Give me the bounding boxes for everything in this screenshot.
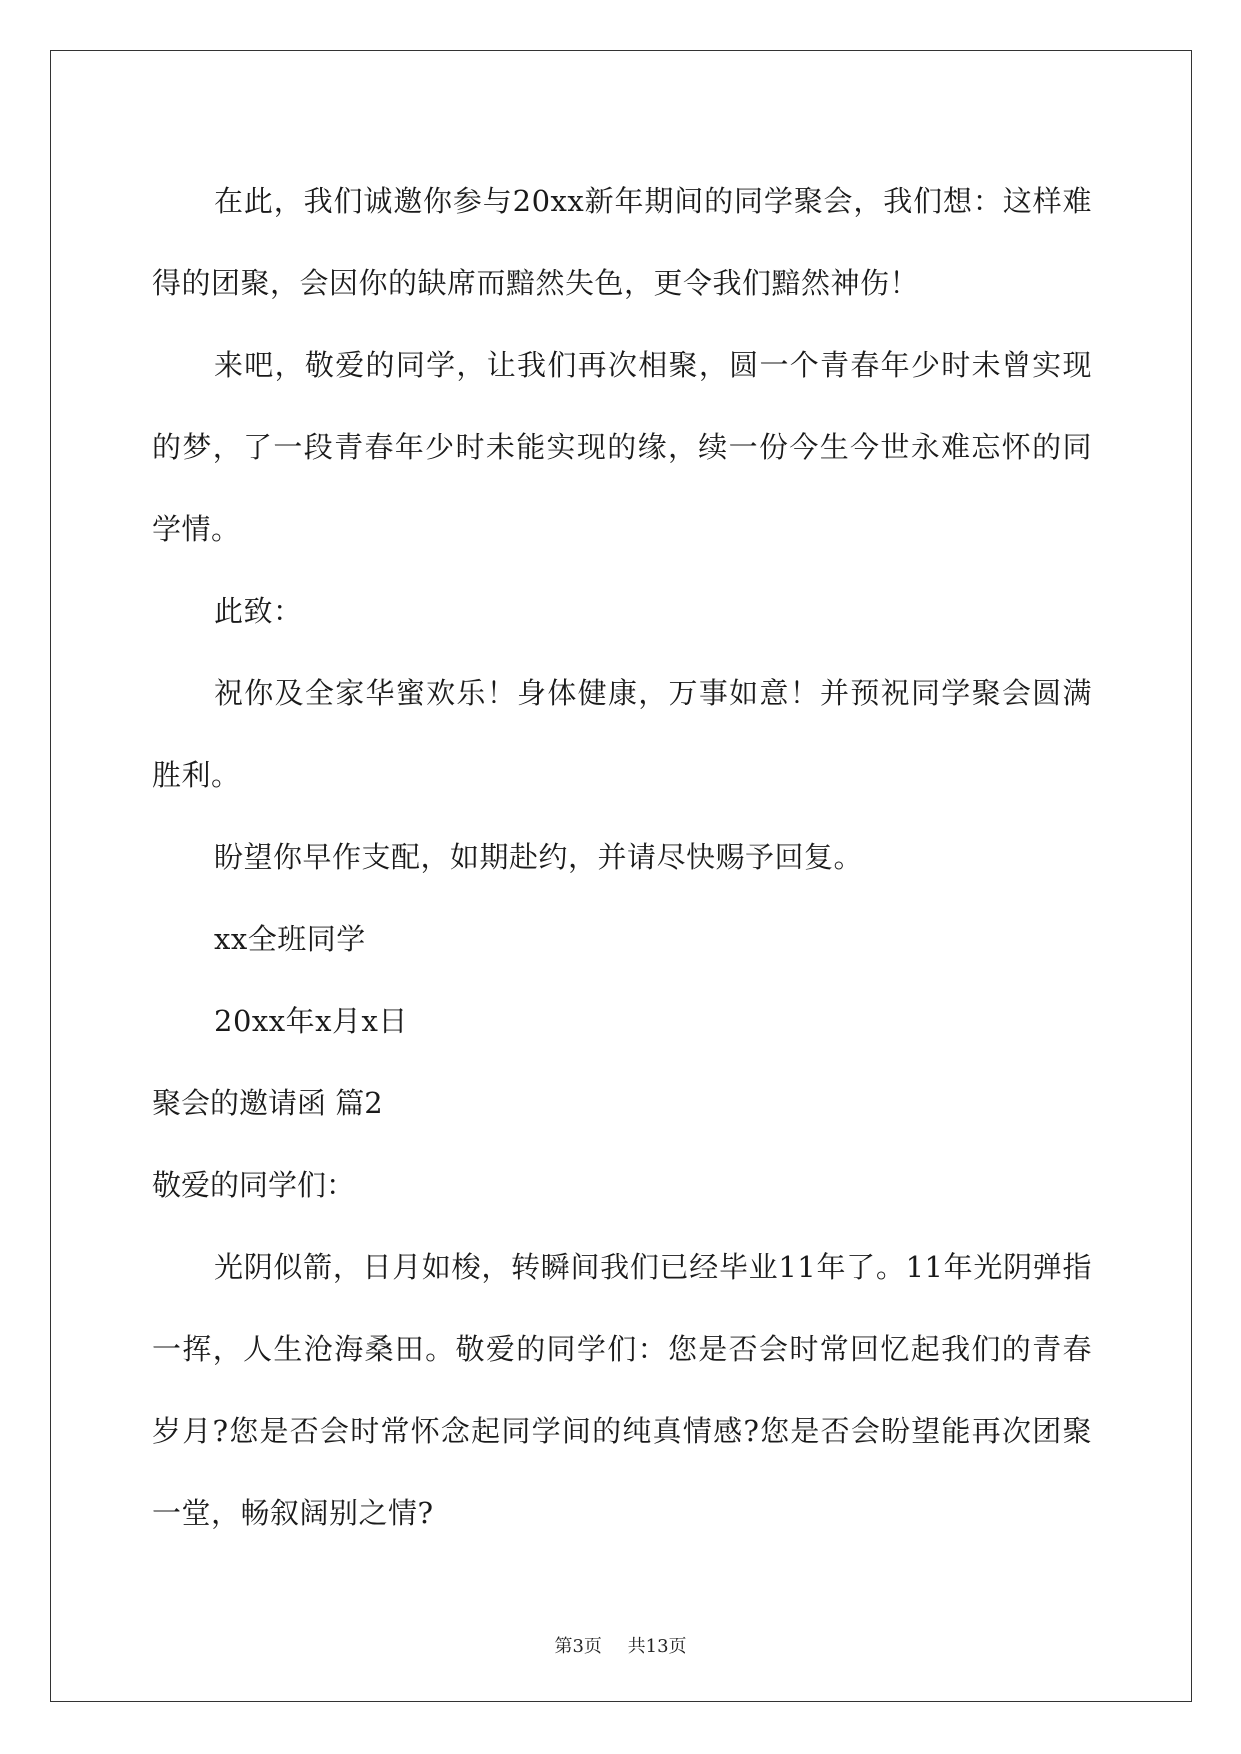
salutation: 敬爱的同学们： — [152, 1168, 356, 1202]
paragraph-invitation: 在此，我们诚邀你参与20xx新年期间的同学聚会，我们想：这样难得的团聚，会因你的缺席而黯然失色，更令我们黯然神伤！ — [152, 184, 1092, 300]
paragraph-time-flies: 光阴似箭，日月如梭，转瞬间我们已经毕业11年了。11年光阴弹指一挥，人生沧海桑田。敬爱的同学们：您是否会时常回忆起我们的青春岁月?您是否会时常怀念起同学间的纯真情感?您是否会盼望能再次团聚一堂，畅叙阔别之情? — [152, 1250, 1092, 1530]
document-body — [152, 160, 1092, 1554]
page-number: 第3页 — [554, 1636, 602, 1657]
page-total: 共13页 — [627, 1636, 687, 1657]
section-title: 聚会的邀请函 篇2 — [152, 1086, 383, 1120]
paragraph-regards: 此致： — [214, 594, 303, 628]
signature: xx全班同学 — [214, 922, 366, 956]
page-footer — [0, 1632, 1241, 1658]
date: 20xx年x月x日 — [214, 1004, 408, 1038]
paragraph-reply: 盼望你早作支配，如期赴约，并请尽快赐予回复。 — [214, 840, 864, 874]
paragraph-wishes: 祝你及全家华蜜欢乐！身体健康，万事如意！并预祝同学聚会圆满胜利。 — [152, 676, 1092, 792]
paragraph-come: 来吧，敬爱的同学，让我们再次相聚，圆一个青春年少时未曾实现的梦，了一段青春年少时未能实现的缘，续一份今生今世永难忘怀的同学情。 — [152, 348, 1092, 546]
